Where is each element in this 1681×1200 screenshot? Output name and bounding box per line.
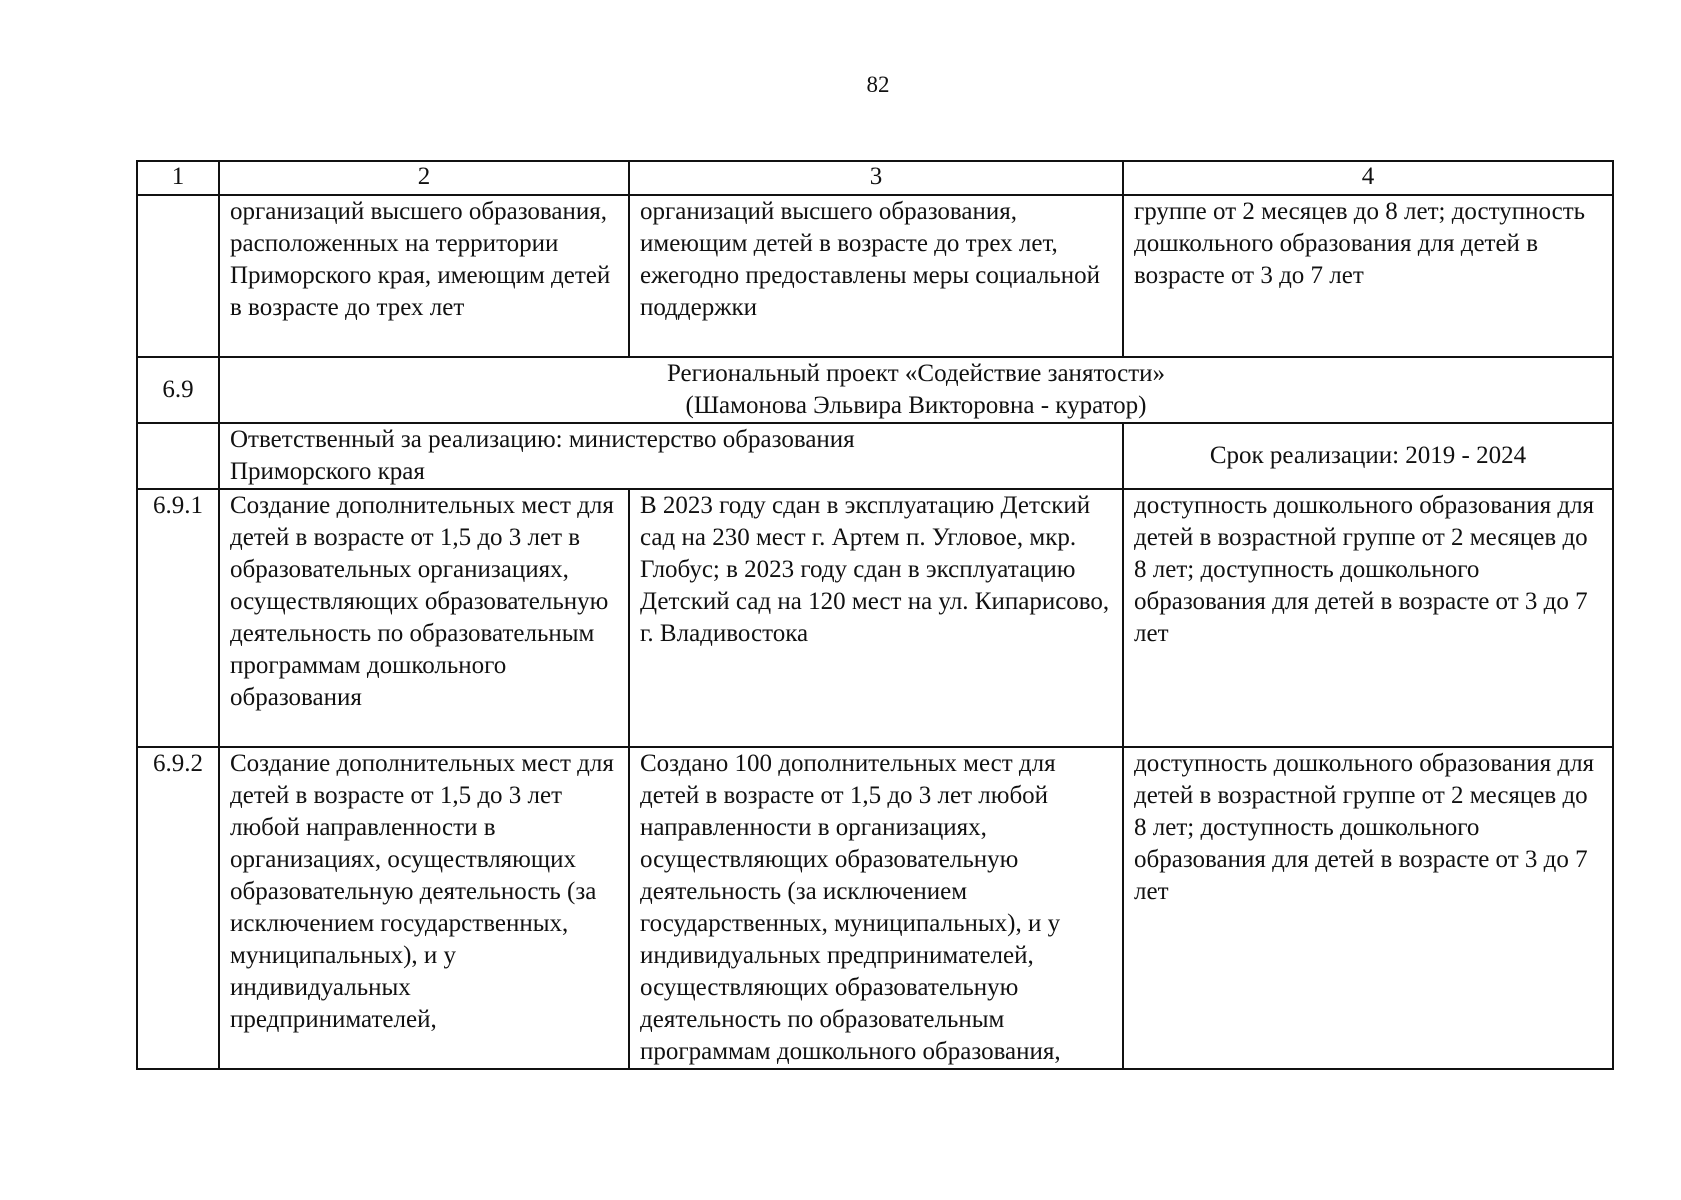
responsibility-number-cell: [137, 423, 219, 489]
header-col-1: 1: [137, 161, 219, 195]
row-indicator: доступность дошкольного образования для детей в возрастной группе от 2 месяцев до 8 лет; доступность дошкольного образования для детей в возрасте от 3 до 7 лет: [1123, 489, 1613, 747]
row-result: В 2023 году сдан в эксплуатацию Детский сад на 230 мест г. Артем п. Угловое, мкр. Глобус; в 2023 году сдан в эксплуатацию Детский сад на 120 мест на ул. Кипарисово, г. Владивостока: [629, 489, 1123, 747]
project-number: 6.9: [137, 357, 219, 423]
header-col-3: 3: [629, 161, 1123, 195]
row-indicator: доступность дошкольного образования для детей в возрастной группе от 2 месяцев до 8 лет; доступность дошкольного образования для детей в возрасте от 3 до 7 лет: [1123, 747, 1613, 1069]
continuation-row: [137, 195, 1613, 357]
row-task: Создание дополнительных мест для детей в возрасте от 1,5 до 3 лет в образовательных организациях, осуществляющих образовательную деятельность по образовательным программам дошкольного образования: [219, 489, 629, 747]
table-row: [137, 489, 1613, 747]
continuation-result-cell: организаций высшего образования, имеющим детей в возрасте до трех лет, ежегодно предоставлены меры социальной поддержки: [629, 195, 1123, 357]
row-number: 6.9.2: [137, 747, 219, 1069]
page-number: 82: [866, 72, 890, 97]
header-col-2: 2: [219, 161, 629, 195]
responsibility-row: [137, 423, 1613, 489]
continuation-task-cell: организаций высшего образования, расположенных на территории Приморского края, имеющим детей в возрасте до трех лет: [219, 195, 629, 357]
project-title: Региональный проект «Содействие занятости»: [666, 360, 1166, 387]
project-curator: (Шамонова Эльвира Викторовна - куратор): [685, 392, 1147, 419]
project-row: [137, 357, 1613, 423]
project-title-cell: [219, 357, 1613, 423]
responsible-party: Ответственный за реализацию: министерство образования Приморского края: [219, 423, 1123, 489]
header-col-4: 4: [1123, 161, 1613, 195]
row-result: Создано 100 дополнительных мест для детей в возрасте от 1,5 до 3 лет любой направленности в организациях, осуществляющих образовательную деятельность (за исключением государственных, муниципальных), и у индивидуальных предпринимателей, осуществляющих образовательную деятельность по образовательным программам дошкольного образования,: [629, 747, 1123, 1069]
table-row: [137, 747, 1613, 1069]
implementation-deadline: Срок реализации: 2019 - 2024: [1123, 423, 1613, 489]
row-task: Создание дополнительных мест для детей в возрасте от 1,5 до 3 лет любой направленности в организациях, осуществляющих образовательную деятельность (за исключением государственных, муниципальных), и у индивидуальных предпринимателей,: [219, 747, 629, 1069]
continuation-indicator-cell: группе от 2 месяцев до 8 лет; доступность дошкольного образования для детей в возрасте от 3 до 7 лет: [1123, 195, 1613, 357]
table-header-row: [137, 161, 1613, 195]
measures-table: [136, 160, 1614, 1070]
row-number: 6.9.1: [137, 489, 219, 747]
continuation-number-cell: [137, 195, 219, 357]
